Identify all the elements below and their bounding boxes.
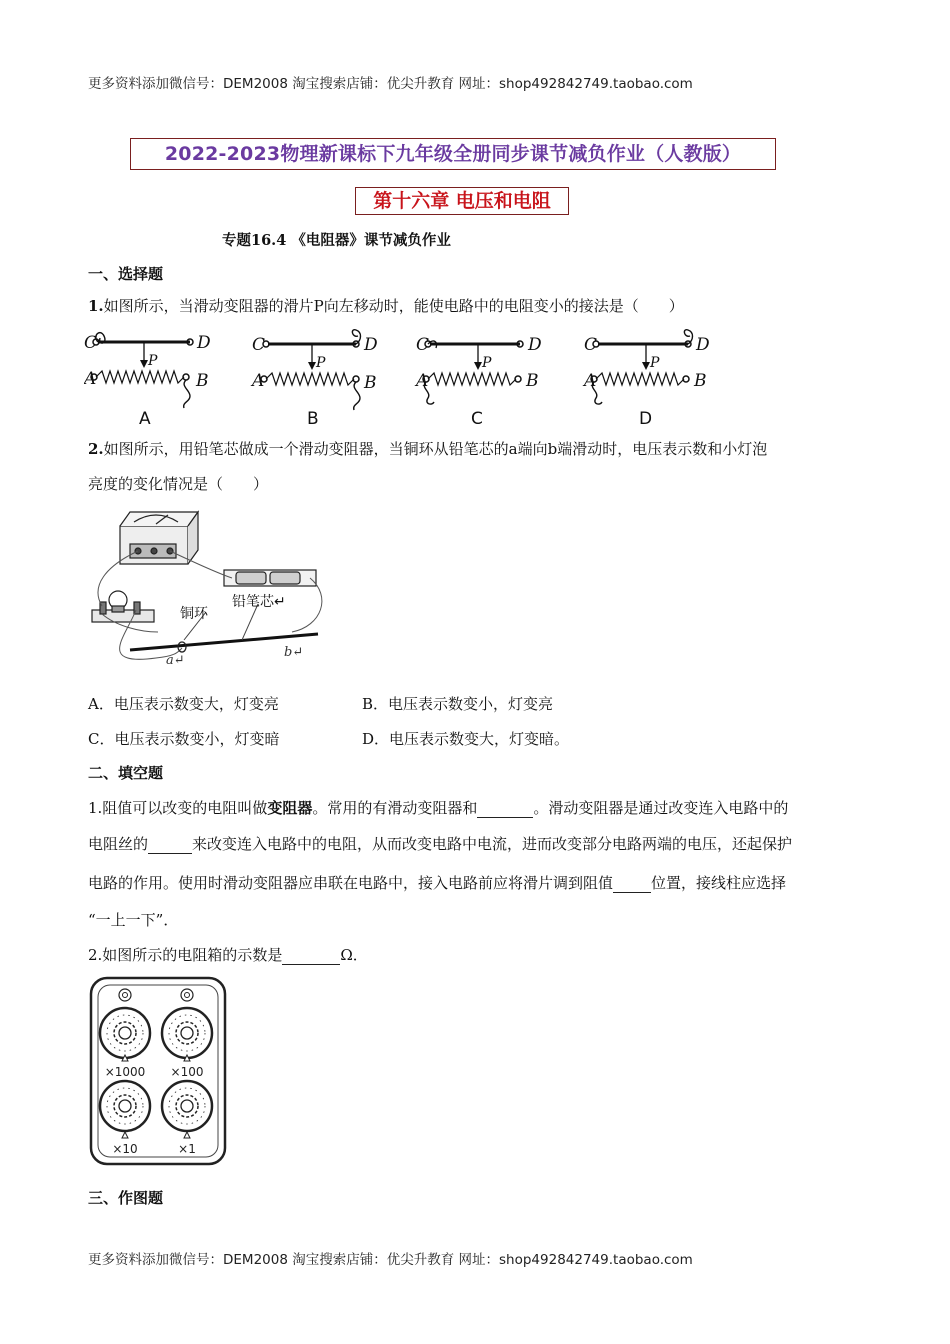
- fill-1-text: 位置，接线柱应选择: [651, 874, 787, 892]
- voltmeter-icon: [120, 512, 198, 564]
- fill-1-text: 电路的作用。使用时滑动变阻器应串联在电路中，接入电路前应将滑片调到阻值: [88, 874, 614, 892]
- section-heading-choice: 一、选择题: [88, 265, 164, 283]
- terminal-label-d: D: [197, 333, 211, 353]
- terminal-label-b: B: [196, 371, 209, 391]
- terminal-label-d: D: [696, 335, 710, 355]
- fill-1-line-1: [88, 797, 788, 818]
- fill-2: [88, 944, 368, 965]
- section-heading-drawing: 三、作图题: [88, 1189, 164, 1207]
- label-copper-ring: 铜环: [180, 606, 208, 622]
- rheostat-figure-d: [582, 330, 710, 429]
- option-d: D．电压表示数变大，灯变暗。: [362, 730, 570, 748]
- label-end-a: a↵: [166, 653, 185, 668]
- resistance-box-figure: [88, 975, 228, 1169]
- terminal-label-c: C: [84, 333, 98, 353]
- pencil-lead-circuit-figure: [86, 506, 326, 668]
- fill-1-text: 。滑动变阻器是通过改变连入电路中的: [533, 799, 789, 817]
- label-end-b: b↵: [284, 645, 304, 660]
- multiplier-label: ×10: [112, 1142, 138, 1156]
- terminal-label-a: A: [252, 371, 265, 391]
- terminal-label-b: B: [694, 371, 707, 391]
- question-2-line-2: 亮度的变化情况是（ ）: [88, 475, 269, 493]
- rheostat-figures-svg: [84, 322, 884, 432]
- fill-1-line-2: [88, 833, 792, 854]
- lamp-icon: [92, 591, 154, 622]
- terminal-label-a: A: [84, 369, 97, 389]
- chapter-title: 第十六章 电压和电阻: [355, 187, 569, 215]
- answer-blank[interactable]: [282, 946, 340, 965]
- fill-1-text: 来改变连入电路中的电阻，从而改变电路中电流，进而改变部分电路两端的电压，还起保护: [192, 835, 793, 853]
- figure-caption-a: A: [139, 409, 151, 429]
- terminal-label-b: B: [526, 371, 539, 391]
- question-1: [88, 295, 684, 316]
- slider-label-p: P: [316, 355, 326, 371]
- answer-blank[interactable]: [477, 799, 533, 818]
- rheostat-figure-c: [414, 335, 542, 429]
- topic-subtitle: 专题16.4 《电阻器》课节减负作业: [222, 232, 451, 249]
- question-2-line-1: [88, 438, 767, 459]
- section-heading-fill: 二、填空题: [88, 764, 164, 782]
- terminal-label-c: C: [416, 335, 430, 355]
- fill-1-line-3: [88, 872, 786, 893]
- pencil-lead-circuit-svg: [86, 506, 326, 668]
- terminal-label-c: C: [252, 335, 266, 355]
- terminal-label-c: C: [584, 335, 598, 355]
- slider-label-p: P: [482, 355, 492, 371]
- fill-1-text: 1.阻值可以改变的电阻叫做: [88, 799, 268, 817]
- multiplier-label: ×1000: [104, 1065, 146, 1079]
- rheostat-figure-a: [84, 333, 211, 429]
- question-text: 如图所示，用铅笔芯做成一个滑动变阻器，当铜环从铅笔芯的a端向b端滑动时，电压表示数和小灯泡: [103, 440, 768, 458]
- rheostat-figures: [84, 322, 884, 432]
- slider-label-p: P: [148, 353, 158, 369]
- resistance-box-svg: [88, 975, 228, 1169]
- terminal-label-a: A: [416, 371, 429, 391]
- question-text: 如图所示，当滑动变阻器的滑片P向左移动时，能使电路中的电阻变小的接法是（ ）: [103, 297, 684, 315]
- figure-caption-b: B: [307, 409, 319, 429]
- terminal-label-a: A: [584, 371, 597, 391]
- label-pencil-lead: 铅笔芯↵: [232, 594, 286, 610]
- fill-1-keyword: 变阻器: [267, 799, 313, 817]
- answer-blank[interactable]: [148, 835, 192, 854]
- option-c: C．电压表示数变小，灯变暗: [88, 730, 280, 748]
- figure-caption-d: D: [639, 409, 653, 429]
- fill-1-text: 电阻丝的: [88, 835, 149, 853]
- multiplier-label: ×1: [178, 1142, 196, 1156]
- question-number: 2.: [88, 440, 104, 458]
- fill-2-text: 2.如图所示的电阻箱的示数是: [88, 946, 283, 964]
- terminal-label-d: D: [364, 335, 378, 355]
- figure-caption-c: C: [471, 409, 483, 429]
- multiplier-label: ×100: [170, 1065, 204, 1079]
- terminal-label-d: D: [528, 335, 542, 355]
- fill-2-unit: Ω．: [340, 946, 368, 964]
- answer-blank[interactable]: [613, 874, 651, 893]
- option-b: B．电压表示数变小，灯变亮: [362, 695, 554, 713]
- battery-icon: [224, 570, 316, 586]
- fill-1-text: 。常用的有滑动变阻器和: [312, 799, 478, 817]
- document-title: 2022-2023物理新课标下九年级全册同步课节减负作业（人教版）: [130, 138, 776, 170]
- header-note: 更多资料添加微信号：DEM2008 淘宝搜索店铺：优尖升教育 网址：shop492842749.taobao.com: [88, 76, 693, 92]
- option-a: A．电压表示数变大，灯变亮: [88, 695, 279, 713]
- slider-label-p: P: [650, 355, 660, 371]
- fill-1-line-4: “一上一下”．: [88, 911, 179, 929]
- rheostat-figure-b: [250, 330, 378, 429]
- question-number: 1.: [88, 297, 104, 315]
- terminal-label-b: B: [364, 373, 377, 393]
- footer-note: 更多资料添加微信号：DEM2008 淘宝搜索店铺：优尖升教育 网址：shop492842749.taobao.com: [88, 1252, 693, 1268]
